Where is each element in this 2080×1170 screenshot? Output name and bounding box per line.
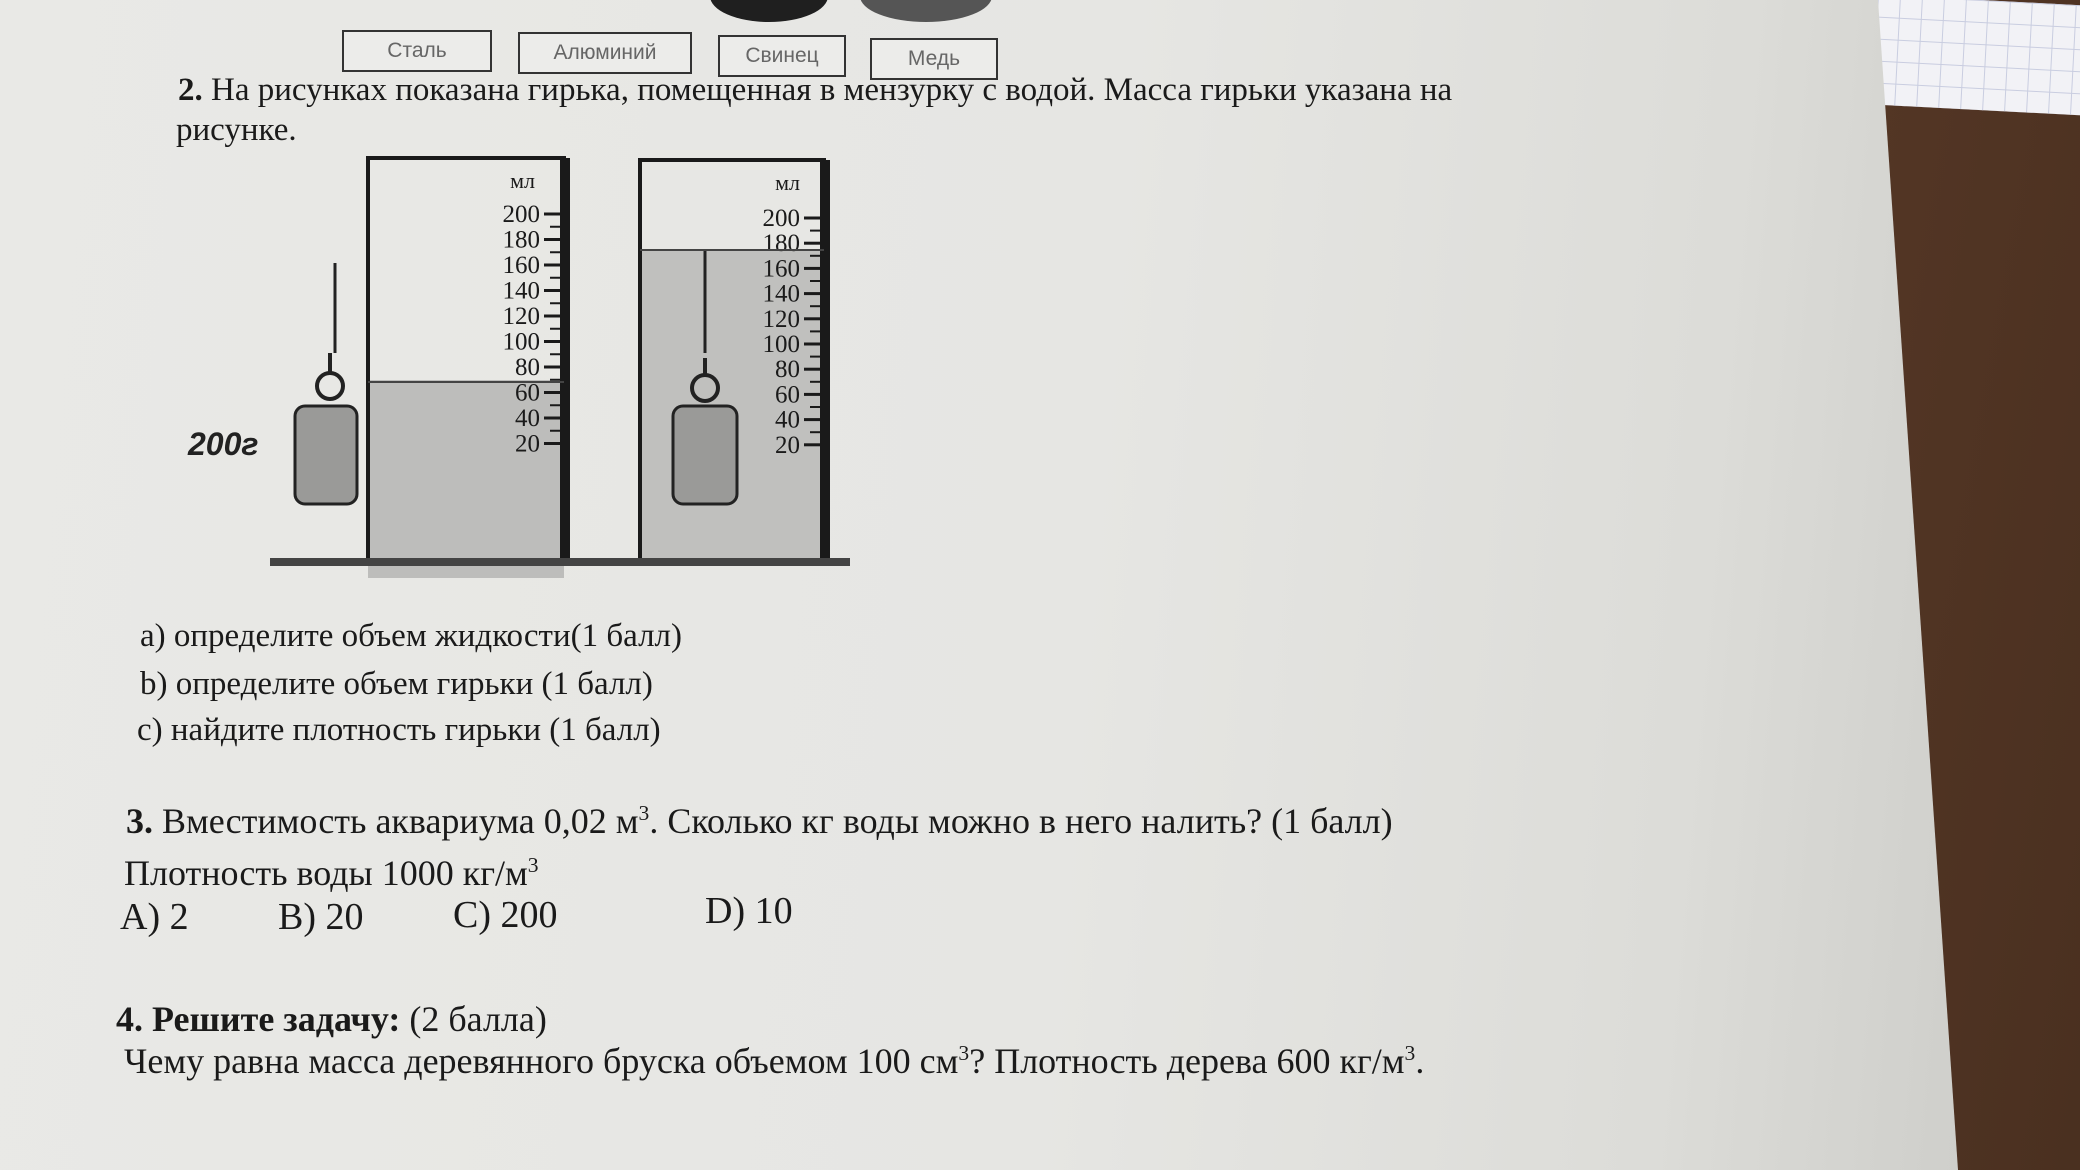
metal-label-aluminium: Алюминий [518,32,692,74]
superscript: 3 [638,801,650,825]
scale-mark-right-180: 180 [762,230,800,258]
option-b: В) 20 [278,896,364,938]
metal-label-copper: Медь [870,38,998,80]
scale-mark-left-40: 40 [515,405,540,432]
table-surface [270,558,850,566]
beaker-figure [180,148,880,578]
superscript: 3 [958,1041,970,1065]
question-4-number: 4. Решите задачу: [116,999,401,1039]
question-4-text-b: ? Плотность дерева 600 кг/м [969,1041,1405,1081]
scale-mark-left-180: 180 [502,226,540,254]
water-density-text: Плотность воды 1000 кг/м [124,853,528,893]
scale-mark-left-100: 100 [502,328,540,356]
option-a: А) 2 [120,896,189,938]
superscript: 3 [1404,1041,1416,1065]
scale-mark-right-100: 100 [762,331,800,358]
scale-mark-left-60: 60 [515,379,540,407]
unit-label-left: мл [510,168,535,193]
metal-label-lead: Свинец [718,35,846,77]
question-2-text: На рисунках показана гирька, помещенная в мензурку с водой. Масса гирьки указана на [211,72,1453,108]
metal-label-steel: Сталь [342,30,492,72]
scale-mark-right-80: 80 [775,356,800,384]
question-3-line2 [124,852,539,894]
question-4-text-c: . [1415,1041,1425,1081]
question-4-text [124,1040,1424,1082]
scale-mark-left-160: 160 [502,252,540,279]
weight-label: 200г [188,426,259,462]
scale-mark-left-140: 140 [502,277,540,305]
question-3-text-b: . Сколько кг воды можно в него налить? (1 балл) [649,801,1393,841]
superscript: 3 [527,853,539,877]
scale-mark-right-140: 140 [762,280,800,308]
question-3-line1 [126,800,1393,842]
unit-label-right: мл [775,170,800,195]
question-2-line1 [178,72,1452,109]
weight-right [673,406,737,504]
scale-mark-right-60: 60 [775,381,800,409]
question-2-item-b: b) определите объем гирьки (1 балл) [140,666,653,702]
option-d: D) 10 [705,890,793,932]
question-2-number: 2. [178,72,203,108]
question-3-text-a: Вместимость аквариума 0,02 м [162,801,639,841]
scale-mark-right-20: 20 [775,431,800,459]
option-c: С) 200 [453,894,558,936]
question-4-text-a: Чему равна масса деревянного бруска объемом 100 см [124,1041,959,1081]
scale-mark-left-20: 20 [515,430,540,458]
question-3-number: 3. [126,801,153,841]
question-2-item-a: а) определите объем жидкости(1 балл) [140,618,683,654]
question-4-points: (2 балла) [409,999,547,1039]
weight-left [295,406,357,504]
scale-mark-right-200: 200 [762,205,800,232]
graph-paper-corner [1872,0,2080,115]
scale-mark-left-120: 120 [502,303,540,330]
question-2-item-c: с) найдите плотность гирьки (1 балл) [137,712,661,748]
scale-mark-left-200: 200 [502,201,540,228]
scale-mark-left-80: 80 [515,354,540,381]
scale-mark-right-40: 40 [775,406,800,434]
question-4-heading [116,998,547,1040]
question-2-line2: рисунке. [176,112,297,148]
scale-mark-right-160: 160 [762,255,800,283]
scale-mark-right-120: 120 [762,305,800,333]
